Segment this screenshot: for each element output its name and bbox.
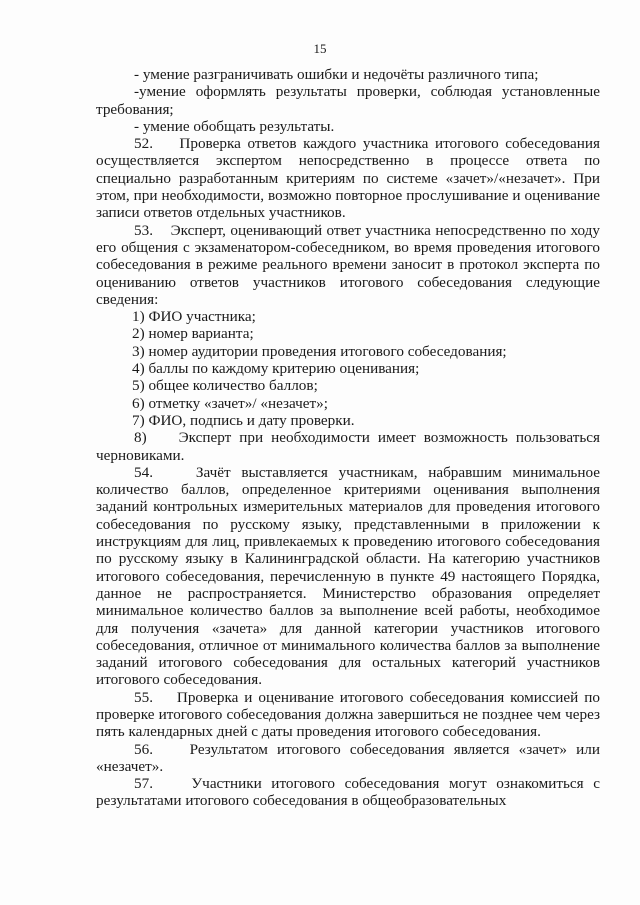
list-item-5: 5) общее количество баллов; (132, 377, 318, 395)
paragraph-57: 57. Участники итогового собеседования могут ознакомиться с результатами итогового собеседования в общеобразовательных (96, 775, 600, 810)
list-item-2: 2) номер варианта; (132, 325, 254, 343)
list-item-4: 4) баллы по каждому критерию оценивания; (132, 360, 420, 378)
paragraph-55: 55. Проверка и оценивание итогового собеседования комиссией по проверке итогового собеседования должна завершиться не позднее чем через пять календарных дней с даты проведения итогового собеседования. (96, 688, 600, 741)
paragraph-skill-3: - умение обобщать результаты. (134, 117, 335, 135)
list-item-1: 1) ФИО участника; (132, 308, 256, 326)
document-body (96, 66, 600, 810)
paragraph-skill-1: - умение разграничивать ошибки и недочёты различного типа; (134, 66, 539, 83)
paragraph-53: 53. Эксперт, оценивающий ответ участника непосредственно по ходу его общения с экзаменатором-собеседником, во время проведения итогового собеседования в режиме реального времени заносит в протокол эксперта по оцениванию ответов участников итогового собеседования следующие сведения: (96, 221, 600, 308)
paragraph-52: 52. Проверка ответов каждого участника итогового собеседования осуществляется экспертом непосредственно в процессе ответа по специально разработанным критериям по системе «зачет»/«незачет». При этом, при необходимости, возможно повторное прослушивание и оценивание записи ответов отдельных участников. (96, 135, 600, 222)
paragraph-56: 56. Результатом итогового собеседования является «зачет» или «незачет». (96, 740, 600, 775)
list-item-6: 6) отметку «зачет»/ «незачет»; (132, 394, 328, 412)
paragraph-skill-2: -умение оформлять результаты проверки, соблюдая установленные требования; (96, 83, 600, 118)
page-number: 15 (313, 41, 327, 56)
list-item-3: 3) номер аудитории проведения итогового собеседования; (132, 342, 507, 360)
list-item-7: 7) ФИО, подпись и дату проверки. (132, 411, 355, 429)
list-item-8: 8) Эксперт при необходимости имеет возможность пользоваться черновиками. (96, 429, 600, 464)
paragraph-54: 54. Зачёт выставляется участникам, набравшим минимальное количество баллов, определенное критериями оценивания выполнения заданий контрольных измерительных материалов для проведения итогового собеседования по русскому языку, представленными в приложении к инструкциям для лиц, привлекаемых к проведению итогового собеседования по русскому языку в Калининградской области. На категорию участников итогового собеседования, перечисленную в пункте 49 настоящего Порядка, данное не распространяется. Министерство образования определяет минимальное количество баллов за выполнение всей работы, необходимое для получения «зачета» для данной категории участников итогового собеседования, отличное от минимального количества баллов за выполнение заданий итогового собеседования для остальных категорий участников итогового собеседования. (96, 463, 600, 689)
